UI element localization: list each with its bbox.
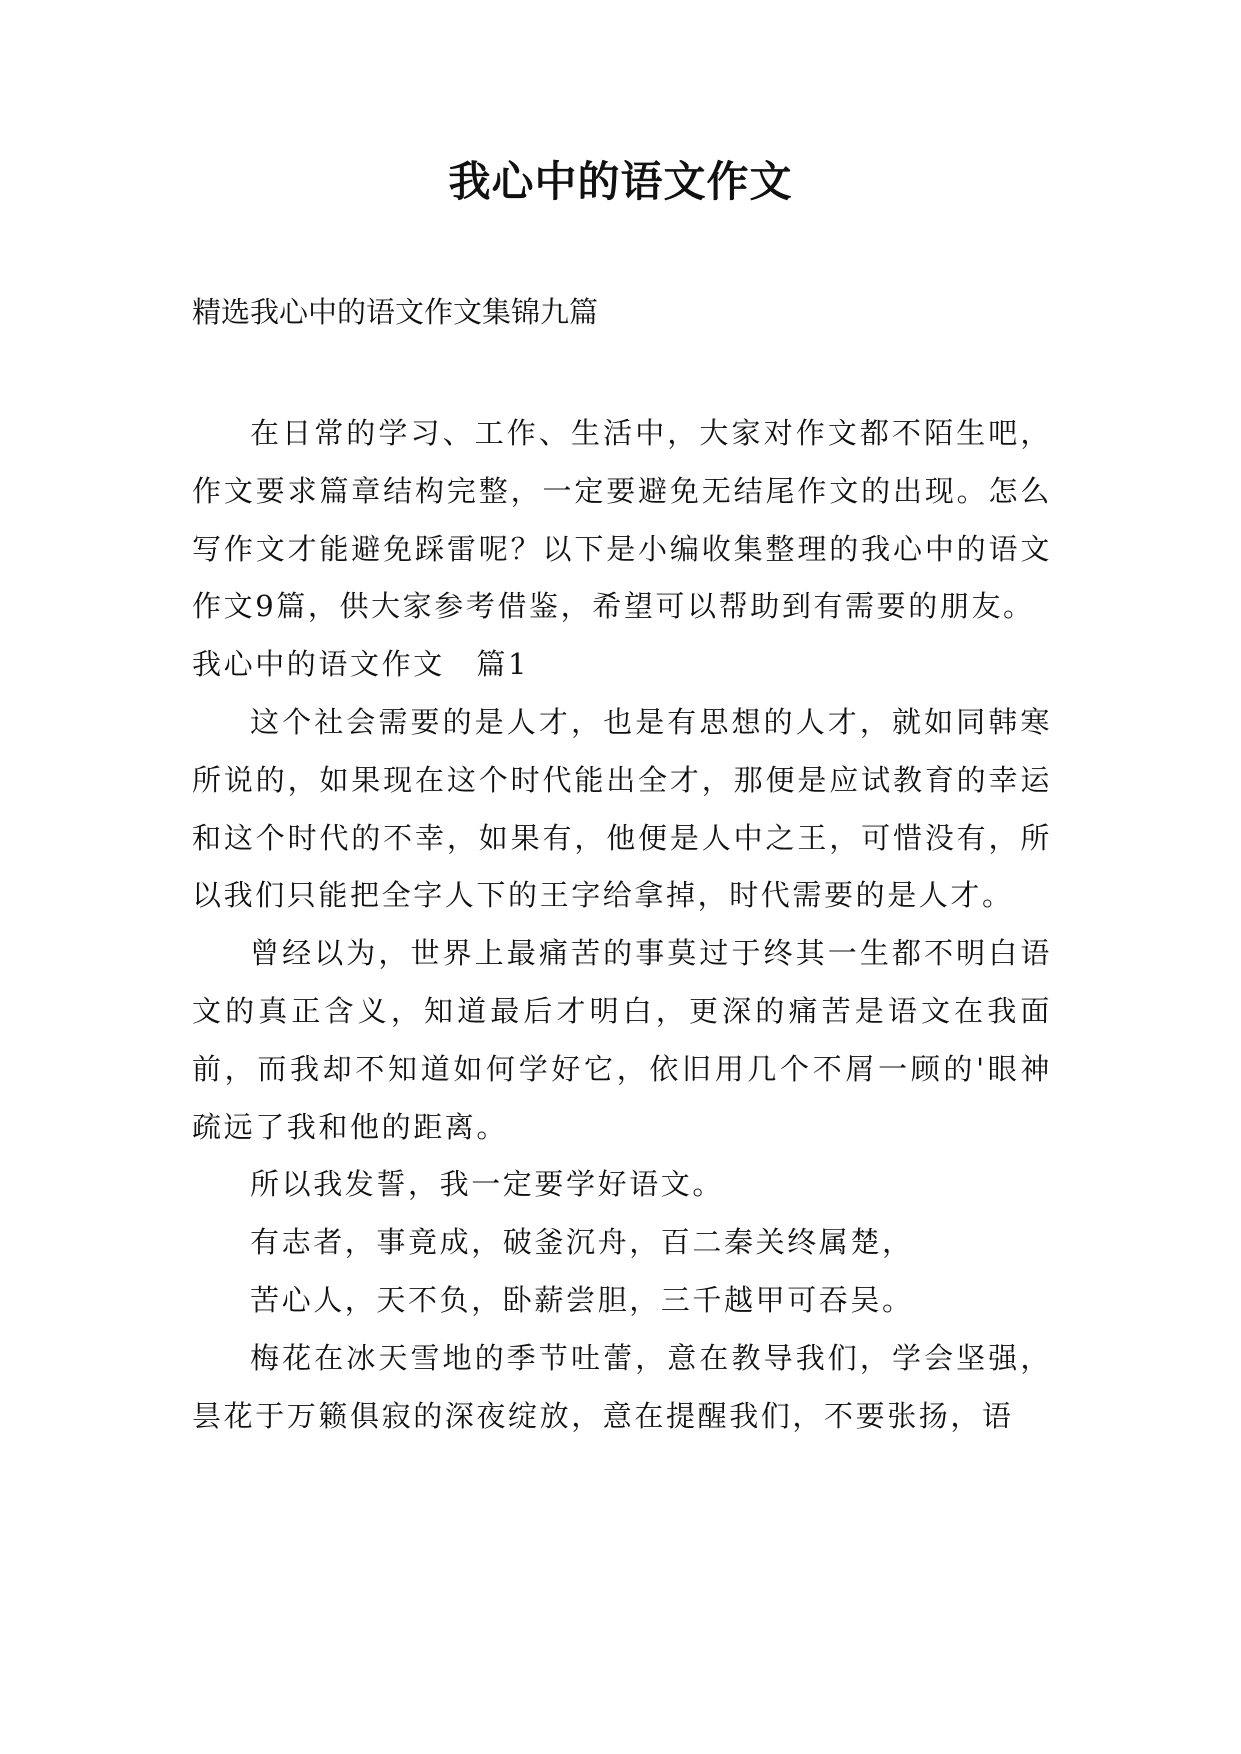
document-subtitle: 精选我心中的语文作文集锦九篇 bbox=[192, 295, 599, 329]
body-paragraph: 苦心人，天不负，卧薪尝胆，三千越甲可吞吴。 bbox=[250, 1282, 914, 1317]
body-paragraph: 曾经以为，世界上最痛苦的事莫过于终其一生都不明白语文的真正含义，知道最后才明白，更深的痛苦是语文在我面前，而我却不知道如何学好它，依旧用几个不屑一顾的'眼神疏远了我和他的距离。 bbox=[192, 936, 1052, 1144]
document-body bbox=[192, 405, 1052, 1445]
document-title: 我心中的语文作文 bbox=[448, 157, 793, 206]
body-paragraph: 所以我发誓，我一定要学好语文。 bbox=[250, 1167, 725, 1202]
body-paragraph: 这个社会需要的是人才，也是有思想的人才，就如同韩寒所说的，如果现在这个时代能出全才，那便是应试教育的幸运和这个时代的不幸，如果有，他便是人中之王，可惜没有，所以我们只能把全字人下的王字给拿掉，时代需要的是人才。 bbox=[192, 704, 1052, 913]
body-paragraph: 梅花在冰天雪地的季节吐蕾，意在教导我们，学会坚强，昙花于万籁俱寂的深夜绽放，意在提醒我们，不要张扬，语 bbox=[192, 1340, 1052, 1433]
intro-paragraph: 在日常的学习、工作、生活中，大家对作文都不陌生吧，作文要求篇章结构完整，一定要避免无结尾作文的出现。怎么写作文才能避免踩雷呢？以下是小编收集整理的我心中的语文作文9篇，供大家参考借鉴，希望可以帮助到有需要的朋友。 bbox=[192, 416, 1052, 624]
section-heading: 我心中的语文作文 篇1 bbox=[192, 647, 530, 682]
body-paragraph: 有志者，事竟成，破釜沉舟，百二秦关终属楚， bbox=[250, 1225, 914, 1260]
